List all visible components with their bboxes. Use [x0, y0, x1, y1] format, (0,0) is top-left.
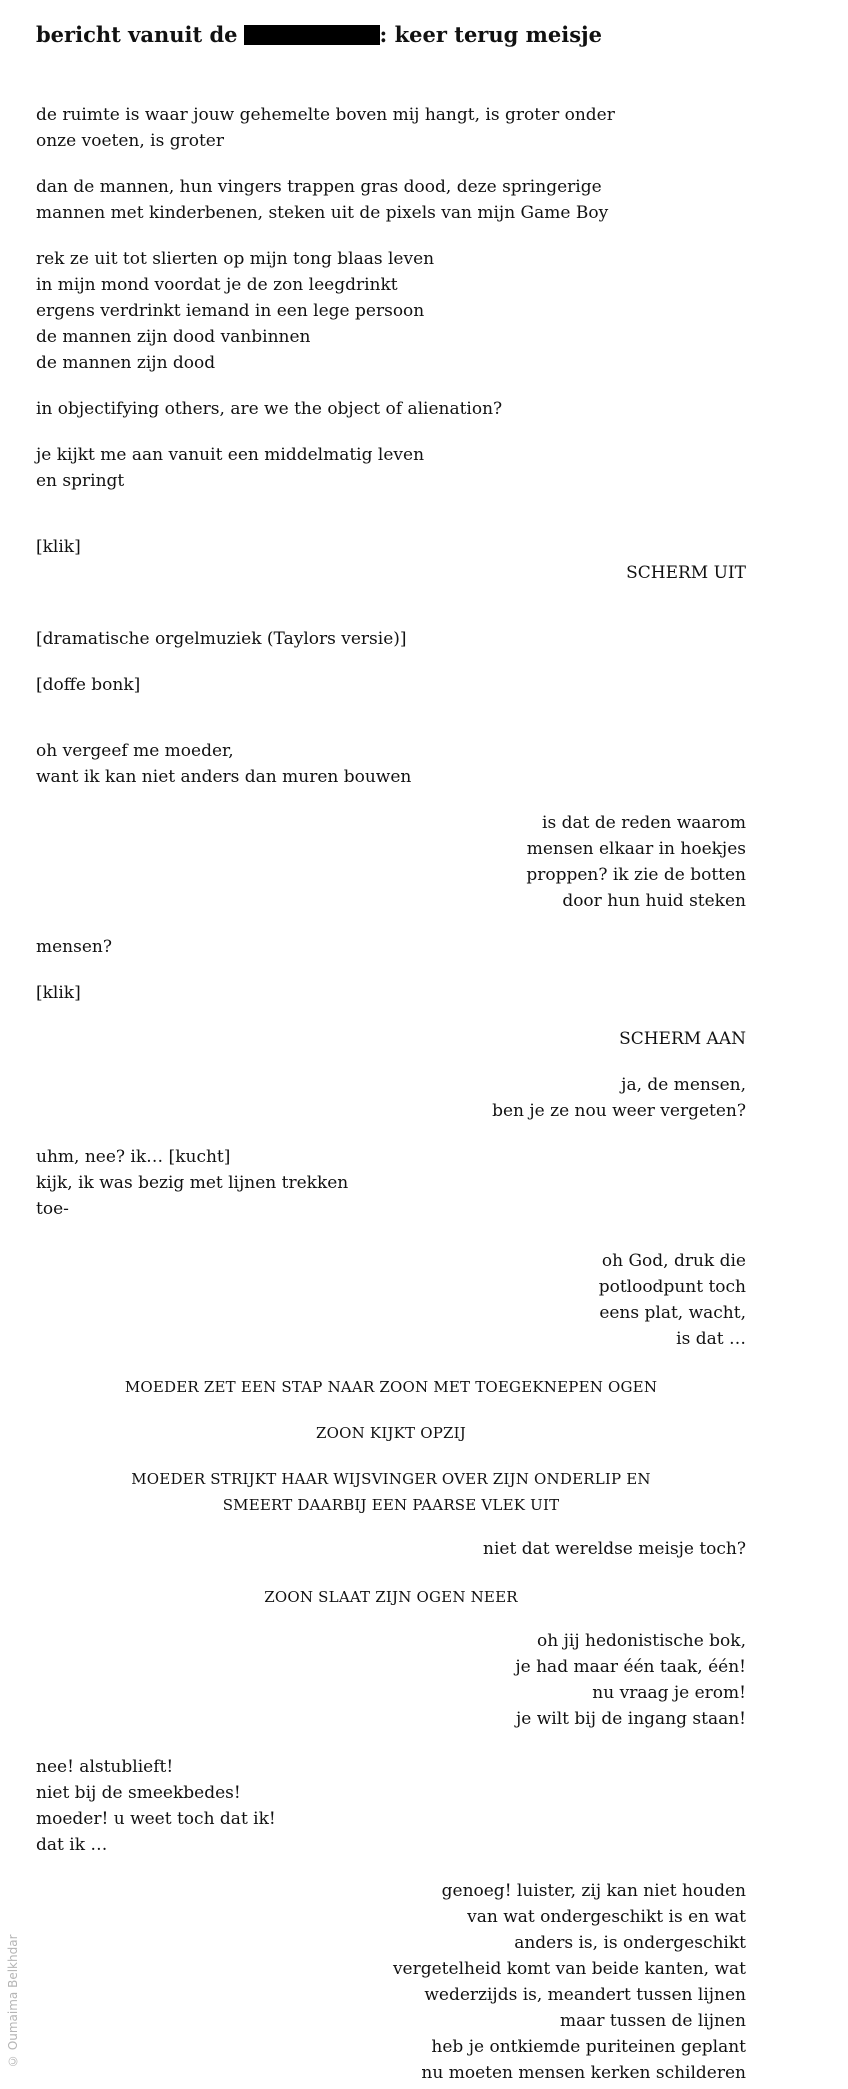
stage-direction-line: MOEDER ZET EEN STAP NAAR ZOON MET TOEGEKNEPEN OGEN	[124, 1378, 658, 1396]
poem-line: proppen? ik zie de botten	[526, 865, 746, 885]
stanza-doffe-bonk	[36, 672, 746, 698]
poem-line: je had maar één taak, één!	[515, 1657, 746, 1677]
stanza-klik-2	[36, 980, 746, 1006]
poem-line: ergens verdrinkt iemand in een lege persoon	[36, 301, 425, 321]
stage-direction-1	[36, 1374, 746, 1400]
stanza-07	[36, 810, 746, 914]
poem-line: de mannen zijn dood vanbinnen	[36, 327, 311, 347]
poem-line: de ruimte is waar jouw gehemelte boven mij hangt, is groter onder	[36, 105, 615, 125]
poem-line: dat ik …	[36, 1835, 108, 1855]
poem-line: eens plat, wacht,	[599, 1303, 746, 1323]
stanza-scherm-aan	[36, 1026, 746, 1052]
stanza-orgelmuziek	[36, 626, 746, 652]
stage-sound: [klik]	[36, 983, 81, 1003]
poem-line: vergetelheid komt van beide kanten, wat	[392, 1959, 746, 1979]
poem-title	[36, 20, 602, 50]
poem-line: niet bij de smeekbedes!	[36, 1783, 241, 1803]
poem-line: mensen elkaar in hoekjes	[526, 839, 746, 859]
stage-direction-2	[36, 1420, 746, 1446]
poem-line: en springt	[36, 471, 125, 491]
title-text-before: bericht vanuit de	[36, 22, 238, 47]
stage-sound: [dramatische orgelmuziek (Taylors versie)]	[36, 629, 407, 649]
poem-line: uhm, nee? ik… [kucht]	[36, 1147, 231, 1167]
poem-line: anders is, is ondergeschikt	[514, 1933, 746, 1953]
poem-line: door hun huid steken	[562, 891, 746, 911]
stage-direction-line: SMEERT DAARBIJ EEN PAARSE VLEK UIT	[222, 1496, 560, 1514]
poem-line: in mijn mond voordat je de zon leegdrinkt	[36, 275, 398, 295]
poem-line: maar tussen de lijnen	[559, 2011, 746, 2031]
poem-line: in objectifying others, are we the object of alienation?	[36, 399, 503, 419]
stanza-04	[36, 396, 746, 422]
stanza-scherm-uit	[36, 560, 746, 586]
poem-line: oh jij hedonistische bok,	[537, 1631, 746, 1651]
stage-direction-line: ZOON KIJKT OPZIJ	[316, 1424, 466, 1442]
stanza-13	[36, 1628, 746, 1732]
poem-line: van wat ondergeschikt is en wat	[467, 1907, 746, 1927]
poem-line: oh God, druk die	[601, 1251, 746, 1271]
stage-direction-3	[36, 1466, 746, 1518]
poem-line: nu vraag je erom!	[592, 1683, 746, 1703]
poem-line: genoeg! luister, zij kan niet houden	[441, 1881, 746, 1901]
poem-line: kijk, ik was bezig met lijnen trekken	[36, 1173, 349, 1193]
poem-line: de mannen zijn dood	[36, 353, 216, 373]
title-text-after: : keer terug meisje	[379, 22, 602, 47]
stanza-08	[36, 934, 746, 960]
poem-line: je wilt bij de ingang staan!	[516, 1709, 746, 1729]
stanza-01	[36, 102, 746, 154]
poem-line: onze voeten, is groter	[36, 131, 224, 151]
poem-line: nee! alstublieft!	[36, 1757, 174, 1777]
stage-direction-line: MOEDER STRIJKT HAAR WIJSVINGER OVER ZIJN ONDERLIP EN	[131, 1470, 651, 1488]
stage-sound: [klik]	[36, 537, 81, 557]
poem-line: is dat de reden waarom	[542, 813, 746, 833]
poem-line: ben je ze nou weer vergeten?	[492, 1101, 746, 1121]
stanza-14	[36, 1754, 746, 1858]
stanza-05	[36, 442, 746, 494]
stanza-klik-1	[36, 534, 746, 560]
poem-line: rek ze uit tot slierten op mijn tong blaas leven	[36, 249, 435, 269]
stage-direction-line: ZOON SLAAT ZIJN OGEN NEER	[264, 1588, 518, 1606]
stanza-06	[36, 738, 746, 790]
poem-line: heb je ontkiemde puriteinen geplant	[431, 2037, 746, 2057]
redaction-bar	[244, 25, 380, 45]
stage-sound: [doffe bonk]	[36, 675, 141, 695]
copyright-notice: © Oumaima Belkhdar	[6, 1934, 20, 2068]
poem-line: dan de mannen, hun vingers trappen gras dood, deze springerige	[36, 177, 602, 197]
poem-line: je kijkt me aan vanuit een middelmatig leven	[36, 445, 425, 465]
poem-line: mannen met kinderbenen, steken uit de pixels van mijn Game Boy	[36, 203, 609, 223]
poem-line: toe-	[36, 1199, 69, 1219]
stage-direction-4	[36, 1584, 746, 1610]
stanza-02	[36, 174, 746, 226]
poem-line: mensen?	[36, 937, 112, 957]
stage-cue: SCHERM AAN	[619, 1029, 746, 1049]
stanza-11	[36, 1248, 746, 1352]
poem-line: niet dat wereldse meisje toch?	[483, 1539, 746, 1559]
poem-line: want ik kan niet anders dan muren bouwen	[36, 767, 412, 787]
stage-cue: SCHERM UIT	[626, 563, 746, 583]
stanza-09	[36, 1072, 746, 1124]
poem-line: oh vergeef me moeder,	[36, 741, 234, 761]
poem-line: is dat …	[676, 1329, 746, 1349]
poem-line: ja, de mensen,	[621, 1075, 746, 1095]
poem-line: potloodpunt toch	[598, 1277, 746, 1297]
stanza-10	[36, 1144, 746, 1222]
stanza-12	[36, 1536, 746, 1562]
poem-line: wederzijds is, meandert tussen lijnen	[424, 1985, 746, 2005]
poem-line: moeder! u weet toch dat ik!	[36, 1809, 276, 1829]
poem-line: nu moeten mensen kerken schilderen	[421, 2063, 746, 2083]
stanza-03	[36, 246, 746, 376]
stanza-15	[36, 1878, 746, 2086]
